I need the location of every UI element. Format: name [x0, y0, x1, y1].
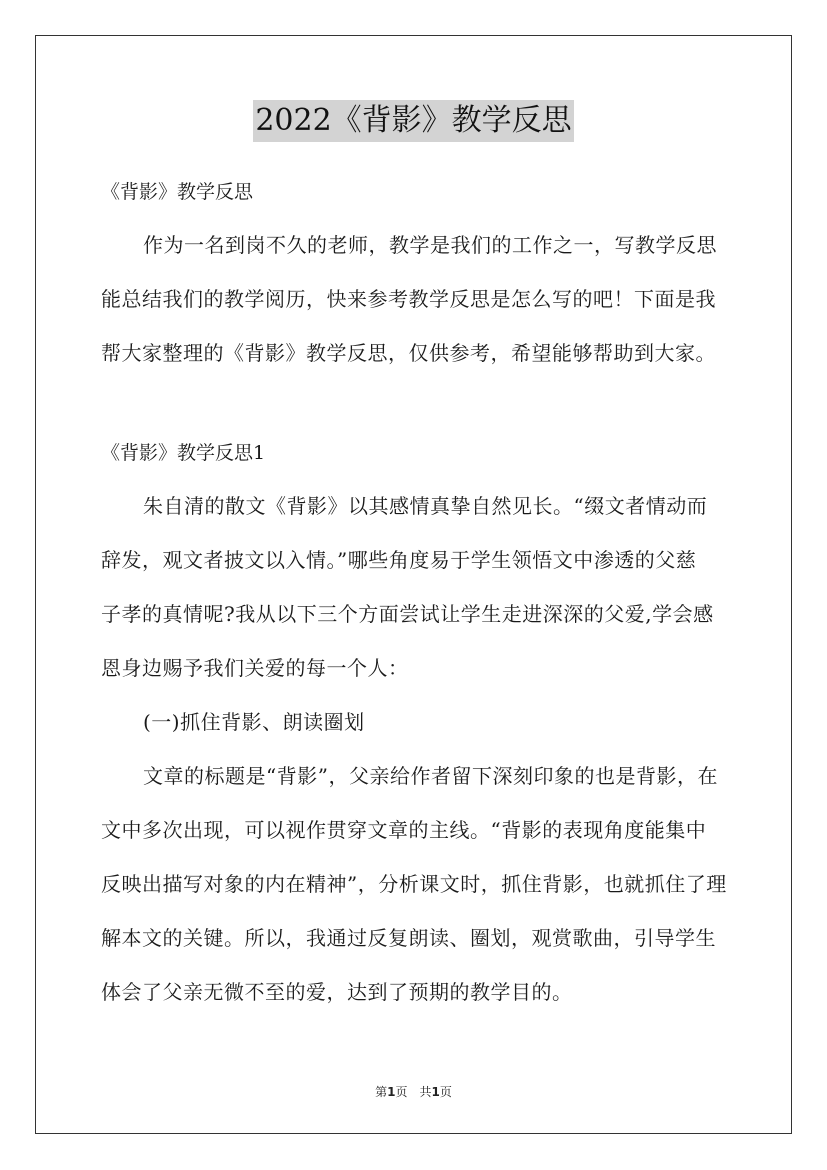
document-title: 2022《背影》教学反思 [253, 100, 573, 142]
para-line: 体会了父亲无微不至的爱，达到了预期的教学目的。 [101, 980, 573, 1004]
para-line: 子孝的真情呢?我从以下三个方面尝试让学生走进深深的父爱,学会感 [101, 602, 714, 626]
page-suffix: 页 [395, 1085, 408, 1099]
section-heading: 《背影》教学反思1 [101, 442, 266, 464]
para-line: 文中多次出现，可以视作贯穿文章的主线。“背影的表现角度能集中 [101, 818, 707, 842]
para-line: 解本文的关键。所以，我通过反复朗读、圈划，观赏歌曲，引导学生 [101, 926, 716, 950]
para-line: 朱自清的散文《背影》以其感情真挚自然见长。“缀文者情动而 [143, 494, 708, 518]
title-wrap [0, 100, 827, 142]
section1-paragraph1 [101, 479, 727, 695]
para-line: 恩身边赐予我们关爱的每一个人： [101, 656, 409, 680]
subheading-paragraph [101, 695, 727, 749]
intro-line: 作为一名到岗不久的老师，教学是我们的工作之一，写教学反思 [143, 233, 717, 257]
subheading: (一)抓住背影、朗读圈划 [143, 710, 365, 734]
intro-line: 能总结我们的教学阅历，快来参考教学反思是怎么写的吧！下面是我 [101, 287, 716, 311]
page-prefix: 第 [375, 1085, 388, 1099]
page-current: 1 [387, 1085, 396, 1099]
total-pages: 1 [431, 1085, 440, 1099]
intro-line: 帮大家整理的《背影》教学反思，仅供参考，希望能够帮助到大家。 [101, 341, 716, 365]
section1-paragraph2 [101, 749, 727, 1019]
document-body [101, 172, 727, 1019]
para-line: 反映出描写对象的内在精神”，分析课文时，抓住背影，也就抓住了理 [101, 872, 727, 896]
total-prefix: 共 [419, 1085, 432, 1099]
intro-paragraph [101, 218, 727, 380]
para-line: 文章的标题是“背影”，父亲给作者留下深刻印象的也是背影，在 [143, 764, 718, 788]
total-suffix: 页 [439, 1085, 452, 1099]
page-footer [0, 1083, 827, 1100]
subtitle: 《背影》教学反思 [101, 181, 254, 203]
para-line: 辞发，观文者披文以入情。”哪些角度易于学生领悟文中渗透的父慈 [101, 548, 697, 572]
